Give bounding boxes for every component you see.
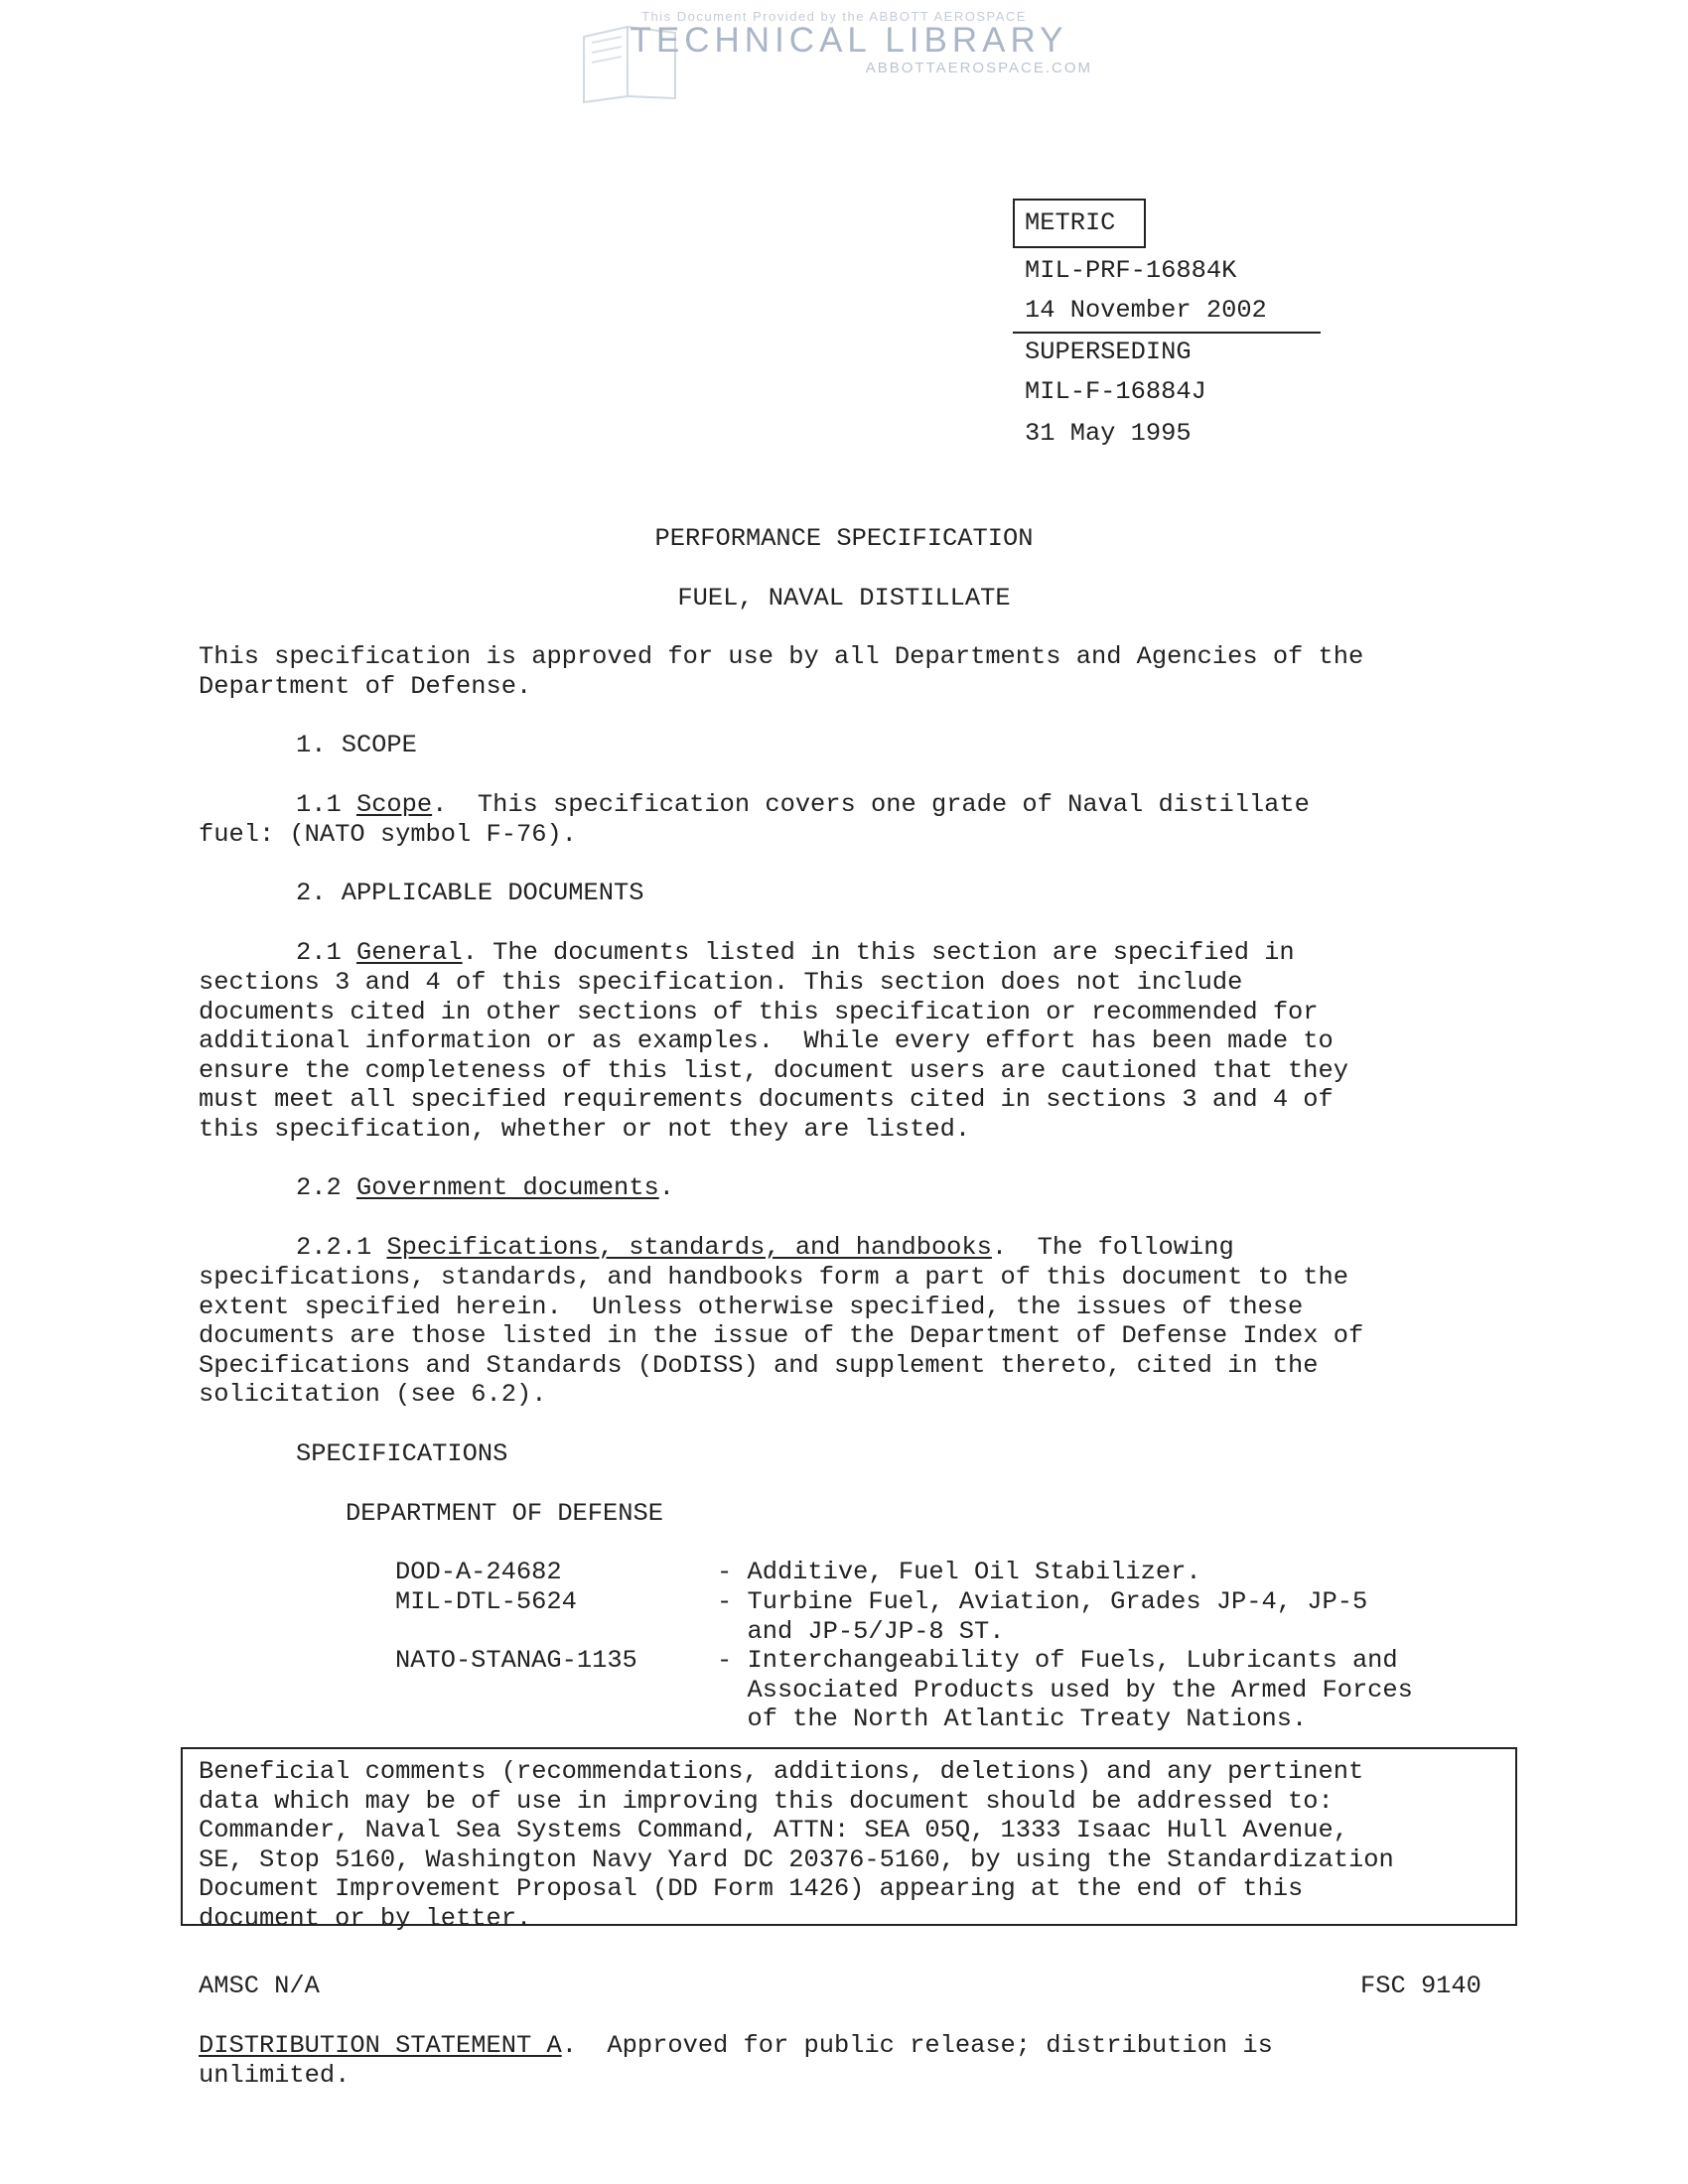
watermark-title: TECHNICAL LIBRARY bbox=[630, 21, 1068, 60]
section-heading-applicable-documents: 2. APPLICABLE DOCUMENTS bbox=[296, 879, 644, 907]
spec-description: - Additive, Fuel Oil Stabilizer. bbox=[717, 1558, 1201, 1586]
approval-line: This specification is approved for use by all Departments and Agencies of the bbox=[199, 642, 1364, 671]
paragraph-2-2 bbox=[296, 1173, 674, 1203]
technical-library-watermark bbox=[566, 5, 1102, 109]
header-divider bbox=[1013, 332, 1321, 334]
superseded-date: 31 May 1995 bbox=[1025, 419, 1192, 448]
approval-line: Department of Defense. bbox=[199, 672, 532, 701]
comment-line: Document Improvement Proposal (DD Form 1426) appearing at the end of this bbox=[199, 1874, 1304, 1903]
distribution-statement-title: DISTRIBUTION STATEMENT A bbox=[199, 2031, 562, 2060]
paragraph-title: General bbox=[355, 938, 463, 967]
paragraph-number: 2.2.1 bbox=[296, 1233, 387, 1262]
watermark-url: ABBOTTAEROSPACE.COM bbox=[865, 60, 1092, 76]
spec-id: MIL-DTL-5624 bbox=[395, 1587, 577, 1616]
superseding-label: SUPERSEDING bbox=[1025, 338, 1192, 366]
paragraph-text: . The documents listed in this section are specified in bbox=[462, 938, 1295, 967]
watermark-provider-line: This Document Provided by the ABBOTT AEROSPACE bbox=[641, 9, 1027, 24]
paragraph-title: Scope bbox=[355, 790, 433, 819]
paragraph-text: . This specification covers one grade of Naval distillate bbox=[432, 790, 1310, 819]
document-date: 14 November 2002 bbox=[1025, 296, 1267, 325]
spec-description: and JP-5/JP-8 ST. bbox=[717, 1616, 1005, 1646]
paragraph-line: sections 3 and 4 of this specification. This section does not include bbox=[199, 968, 1243, 997]
comment-line: document or by letter. bbox=[199, 1903, 532, 1933]
spec-description: - Interchangeability of Fuels, Lubricants and bbox=[717, 1646, 1398, 1675]
paragraph-line: Specifications and Standards (DoDISS) and supplement thereto, cited in the bbox=[199, 1350, 1319, 1380]
paragraph-number: 2.1 bbox=[296, 938, 356, 967]
distribution-statement-line: unlimited. bbox=[199, 2061, 351, 2090]
comment-line: SE, Stop 5160, Washington Navy Yard DC 20376-5160, by using the Standardization bbox=[199, 1844, 1394, 1874]
document-number: MIL-PRF-16884K bbox=[1025, 256, 1237, 285]
specifications-heading: SPECIFICATIONS bbox=[296, 1439, 508, 1468]
distribution-statement bbox=[199, 2031, 1273, 2061]
paragraph-line: extent specified herein. Unless otherwise specified, the issues of these bbox=[199, 1292, 1304, 1321]
paragraph-text: . The following bbox=[991, 1233, 1234, 1262]
superseded-number: MIL-F-16884J bbox=[1025, 377, 1206, 406]
specification-title: FUEL, NAVAL DISTILLATE bbox=[677, 584, 1011, 613]
paragraph-line: fuel: (NATO symbol F-76). bbox=[199, 820, 577, 849]
paragraph-2-1 bbox=[296, 938, 1295, 968]
paragraph-title: Specifications, standards, and handbooks bbox=[386, 1233, 992, 1262]
paragraph-line: this specification, whether or not they are listed. bbox=[199, 1114, 971, 1144]
amsc-code: AMSC N/A bbox=[199, 1972, 320, 2000]
comment-line: data which may be of use in improving this document should be addressed to: bbox=[199, 1786, 1334, 1816]
paragraph-line: specifications, standards, and handbooks form a part of this document to the bbox=[199, 1263, 1349, 1292]
spec-id: DOD-A-24682 bbox=[395, 1558, 562, 1586]
metric-label: METRIC bbox=[1025, 208, 1116, 237]
paragraph-number: 2.2 bbox=[296, 1173, 356, 1202]
specification-type-title: PERFORMANCE SPECIFICATION bbox=[654, 524, 1034, 553]
spec-id: NATO-STANAG-1135 bbox=[395, 1646, 637, 1675]
comment-line: Commander, Naval Sea Systems Command, ATTN: SEA 05Q, 1333 Isaac Hull Avenue, bbox=[199, 1816, 1349, 1844]
paragraph-line: documents are those listed in the issue of the Department of Defense Index of bbox=[199, 1321, 1364, 1350]
paragraph-line: documents cited in other sections of this specification or recommended for bbox=[199, 997, 1319, 1026]
fsc-code: FSC 9140 bbox=[1360, 1972, 1481, 2000]
paragraph-2-2-1 bbox=[296, 1233, 1234, 1263]
distribution-statement-text: . Approved for public release; distribution is bbox=[561, 2031, 1273, 2060]
comment-line: Beneficial comments (recommendations, additions, deletions) and any pertinent bbox=[199, 1757, 1364, 1786]
paragraph-text: . bbox=[658, 1173, 674, 1202]
paragraph-line: additional information or as examples. While every effort has been made to bbox=[199, 1026, 1334, 1055]
paragraph-line: solicitation (see 6.2). bbox=[199, 1380, 547, 1409]
spec-description: Associated Products used by the Armed Forces bbox=[717, 1675, 1413, 1705]
spec-description: of the North Atlantic Treaty Nations. bbox=[717, 1705, 1308, 1733]
paragraph-line: ensure the completeness of this list, document users are cautioned that they bbox=[199, 1055, 1349, 1085]
department-heading: DEPARTMENT OF DEFENSE bbox=[346, 1499, 663, 1528]
spec-description: - Turbine Fuel, Aviation, Grades JP-4, JP-5 bbox=[717, 1587, 1368, 1616]
section-heading-scope: 1. SCOPE bbox=[296, 731, 417, 759]
paragraph-title: Government documents bbox=[355, 1173, 659, 1202]
paragraph-line: must meet all specified requirements documents cited in sections 3 and 4 of bbox=[199, 1085, 1334, 1114]
paragraph-1-1 bbox=[296, 790, 1310, 820]
paragraph-number: 1.1 bbox=[296, 790, 356, 819]
